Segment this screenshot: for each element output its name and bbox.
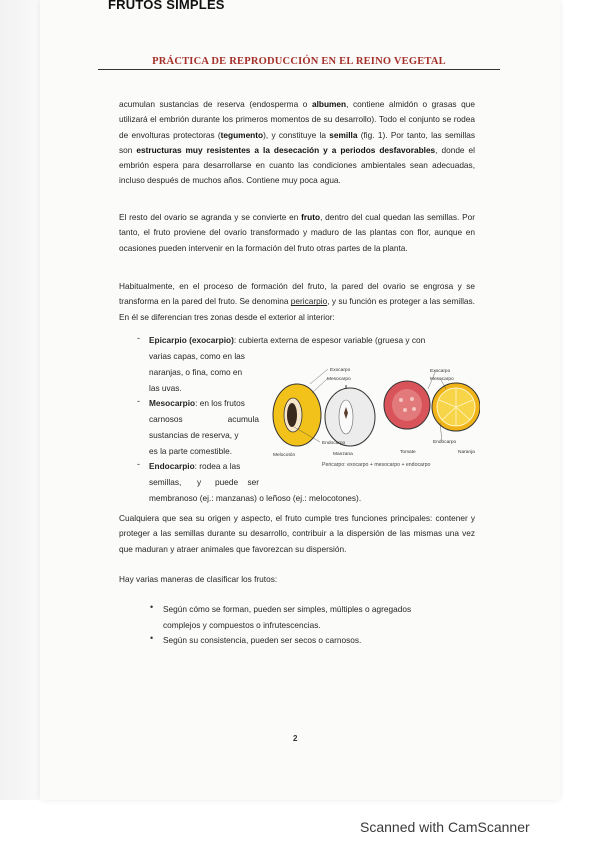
zone-epicarpio-line2: varias capas, como en las [149,351,245,361]
zone-endocarpio-line2: semillas, y puede ser [149,477,259,487]
orange-section [432,383,480,431]
zone-mesocarpio-line4: es la parte comestible. [149,446,233,456]
label-melocoton: Melocotón [273,453,296,458]
list-bullet: - [137,396,140,406]
zone-mesocarpio-line1: Mesocarpio: en los frutos [149,398,245,408]
list-bullet: • [150,633,154,643]
paragraph-classify: Hay varias maneras de clasificar los frutos: [119,574,278,584]
zone-mesocarpio-line3: sustancias de reserva, y [149,430,239,440]
label-endocarpo-2: Endocarpo [433,440,457,445]
paragraph-pericarp: Habitualmente, en el proceso de formación del fruto, la pared del ovario se engrosa y se transforma en la pared del fruto. Se denomina pericarpio, y su función es proteger a las semillas. En él se diferencian tres zonas desde el exterior al interior: [119,281,475,322]
page-number: 2 [293,734,298,743]
list-bullet: - [137,459,140,469]
zone-endocarpio-line3: membranoso (ej.: manzanas) o leñoso (ej.: melocotones). [149,493,362,503]
paragraph-functions: Cualquiera que sea su origen y aspecto, el fruto cumple tres funciones principales: contener y proteger a las semillas durante su desarrollo, contribuir a la dispersión de las mismas una vez que maduran y atraer animales que favorezcan su dispersión. [119,513,475,554]
tomato-section [384,381,430,429]
label-manzana: Manzana [333,452,353,457]
label-naranja: Naranja [458,450,475,455]
paragraph-fruit: El resto del ovario se agranda y se convierte en fruto, dentro del cual quedan las semillas. Por tanto, el fruto proviene del ovario transformado y maduro de las plantas con flor, aunque en ocasiones pueden intervenir en la formación del fruto otras partes de la planta. [119,212,476,253]
fruit-cross-section-figure [270,365,480,470]
paragraph-seed: acumulan sustancias de reserva (endosperma o albumen, contiene almidón o grasas que utilizará el embrión durante los primeros momentos de su desarrollo). Todo el conjunto se rodea de envolturas protectoras (tegumento), y constituye la semilla (fig. 1). Por tanto, las semillas son estructuras muy resistentes a la desecación y a periodos desfavorables, donde el embrión espera para desarrollarse en cuanto las condiciones ambientales sean adecuadas, incluso después de muchos años. Contiene muy poca agua. [119,99,475,186]
camscanner-watermark: Scanned with CamScanner [360,819,530,835]
banner-rule [98,69,500,70]
peach-section [273,384,321,446]
figure-caption: Pericarpo: exocarpo + mesocarpo + endocarpo [322,462,431,468]
zone-epicarpio-line4: las uvas. [149,383,182,393]
scan-shadow [0,0,44,800]
classification-item-2: Según su consistencia, pueden ser secos o carnosos. [163,635,362,645]
label-exocarpo: Exocarpo [330,368,351,373]
list-bullet: - [137,333,140,343]
label-tomate: Tomate [400,450,416,455]
apple-section [325,385,375,446]
classification-item-1-cont: complejos y compuestos o infrutescencias. [163,620,321,630]
zone-mesocarpio-line2: carnosos acumula [149,414,259,424]
list-bullet: • [150,602,154,612]
classification-item-1: Según cómo se forman, pueden ser simples, múltiples o agregados [163,604,412,614]
label-endocarpo: Endocarpo [322,441,346,446]
label-mesocarpo: Mesocarpo [327,377,351,382]
label-mesocarpo-2: Mesocarpo [430,377,454,382]
zone-epicarpio-line3: naranjas, o fina, como en [149,367,243,377]
zone-endocarpio-line1: Endocarpio: rodea a las [149,461,241,471]
label-exocarpo-2: Exocarpo [430,369,451,374]
banner-title: PRÁCTICA DE REPRODUCCIÓN EN EL REINO VEGETAL [152,56,446,67]
zone-epicarpio-line1: Epicarpio (exocarpio): cubierta externa de espesor variable (gruesa y con [149,335,426,345]
page-top-title: FRUTOS SIMPLES [108,0,225,12]
